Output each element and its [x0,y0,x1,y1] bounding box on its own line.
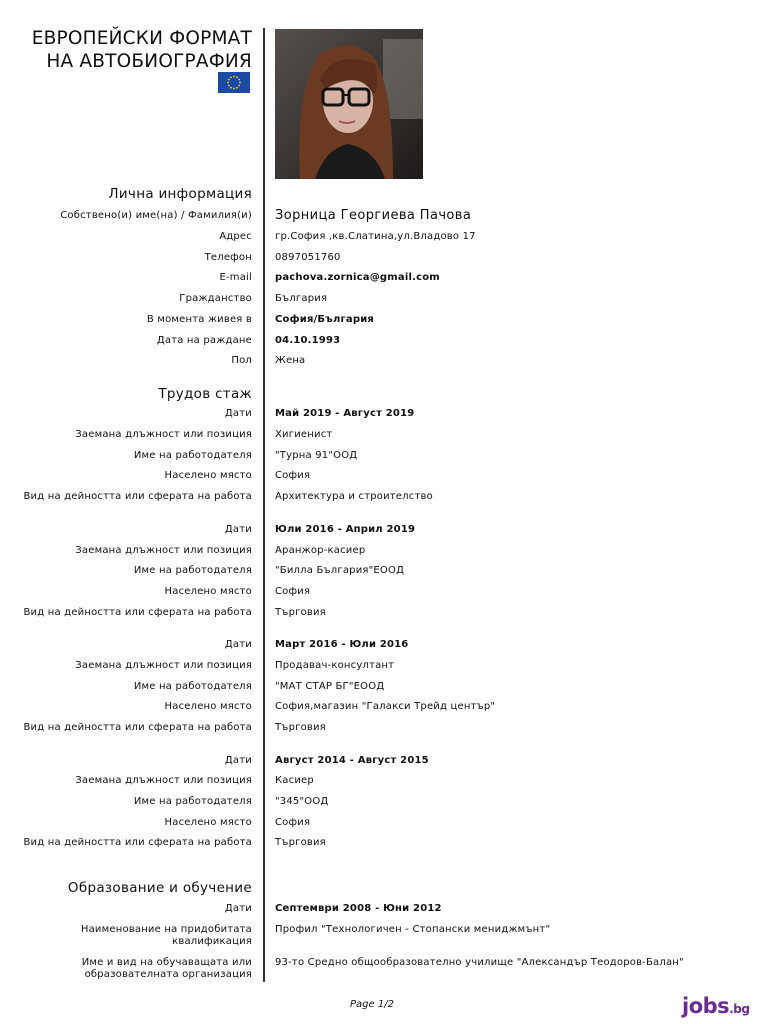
phone-label: Телефон [204,252,252,263]
birthdate-value: 04.10.1993 [275,335,341,346]
job-dates-value: Юли 2016 - Април 2019 [275,524,416,535]
residence-value: София/България [275,314,375,325]
edu-organization-value: 93-то Средно общообразователно училище "Александър Теодоров-Балан" [275,957,684,968]
job-position-label: Заемана длъжност или позиция [75,545,252,556]
job-place-value: София [275,586,311,597]
gender-value: Жена [275,355,306,366]
residence-label: В момента живея в [146,314,252,325]
name-label: Собствено(и) име(на) / Фамилия(и) [60,210,252,221]
vertical-divider [263,28,265,982]
job-position-value: Аранжор-касиер [275,545,366,556]
job-position-label: Заемана длъжност или позиция [75,429,252,440]
edu-qualification-label-1: Наименование на придобитата [80,924,252,935]
citizenship-label: Гражданство [179,293,252,304]
job-sector-label: Вид на дейността или сферата на работа [23,722,252,733]
job-employer-value: "Билла България"ЕООД [275,565,405,576]
job-place-label: Населено място [164,817,252,828]
cv-title-line1: ЕВРОПЕЙСКИ ФОРМАТ [31,28,252,49]
job-place-value: София [275,470,311,481]
section-heading-education: Образование и обучение [67,880,252,896]
job-dates-value: Май 2019 - Август 2019 [275,408,415,419]
edu-organization-label-2: образователната организация [84,969,252,980]
job-sector-label: Вид на дейността или сферата на работа [23,837,252,848]
citizenship-value: България [275,293,328,304]
address-label: Адрес [219,231,252,242]
job-position-label: Заемана длъжност или позиция [75,660,252,671]
job-place-label: Населено място [164,470,252,481]
job-sector-value: Архитектура и строителство [275,491,433,502]
job-sector-value: Търговия [275,837,326,848]
job-employer-value: "345"ООД [275,796,329,807]
job-position-value: Хигиенист [275,429,333,440]
jobs-bg-logo [682,994,749,1018]
edu-organization-label-1: Име и вид на обучаващата или [81,957,252,968]
logo-suffix: .bg [729,1002,750,1016]
job-dates-label: Дати [224,755,252,766]
job-sector-label: Вид на дейността или сферата на работа [23,491,252,502]
job-employer-label: Име на работодателя [133,681,252,692]
job-place-label: Населено място [164,586,252,597]
job-position-value: Продавач-консултант [275,660,395,671]
job-employer-label: Име на работодателя [133,450,252,461]
edu-dates-value: Септември 2008 - Юни 2012 [275,903,442,914]
job-place-label: Населено място [164,701,252,712]
profile-photo [275,29,423,179]
page-number: Page 1/2 [350,999,394,1010]
address-value: гр.София ,кв.Слатина,ул.Владово 17 [275,231,476,242]
cv-title-line2: НА АВТОБИОГРАФИЯ [46,51,252,72]
job-position-value: Касиер [275,775,314,786]
job-place-value: София [275,817,311,828]
job-employer-value: "Турна 91"ООД [275,450,358,461]
job-dates-label: Дати [224,408,252,419]
email-value: pachova.zornica@gmail.com [275,272,440,283]
eu-flag-icon [218,72,250,93]
job-sector-label: Вид на дейността или сферата на работа [23,607,252,618]
job-employer-label: Име на работодателя [133,796,252,807]
job-dates-label: Дати [224,524,252,535]
job-dates-label: Дати [224,639,252,650]
job-dates-value: Март 2016 - Юли 2016 [275,639,409,650]
name-value: Зорница Георгиева Пачова [275,208,472,223]
job-employer-label: Име на работодателя [133,565,252,576]
section-heading-personal: Лична информация [108,186,252,202]
job-employer-value: "МАТ СТАР БГ"ЕООД [275,681,385,692]
phone-value: 0897051760 [275,252,341,263]
gender-label: Пол [231,355,252,366]
birthdate-label: Дата на раждане [156,335,252,346]
edu-qualification-label-2: квалификация [172,936,252,947]
section-heading-experience: Трудов стаж [158,386,252,402]
logo-main: jobs [682,994,730,1018]
cv-title [32,27,252,73]
job-dates-value: Август 2014 - Август 2015 [275,755,429,766]
edu-qualification-value: Профил "Технологичен - Стопански мениджмънт" [275,924,551,935]
job-sector-value: Търговия [275,722,326,733]
job-place-value: София,магазин "Галакси Трейд център" [275,701,496,712]
email-label: E-mail [219,272,252,283]
job-sector-value: Търговия [275,607,326,618]
job-position-label: Заемана длъжност или позиция [75,775,252,786]
edu-dates-label: Дати [224,903,252,914]
